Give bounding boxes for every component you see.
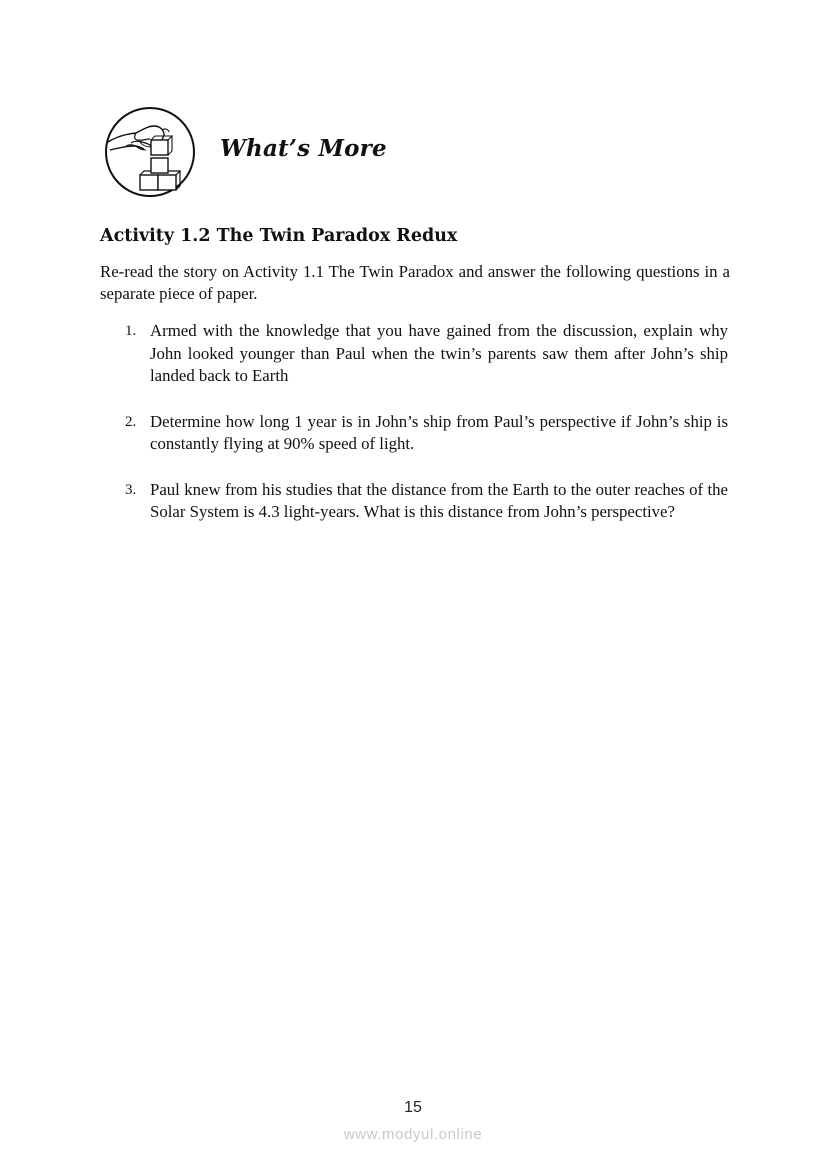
question-text: Armed with the knowledge that you have gained from the discussion, explain why John looked younger than Paul when the twin’s parents saw them after John’s ship landed back to Earth <box>150 321 728 385</box>
question-number: 3. <box>125 481 137 498</box>
question-number: 1. <box>125 323 137 339</box>
activity-title: Activity 1.2 The Twin Paradox Redux <box>100 226 458 246</box>
section-title: What’s More <box>220 135 387 162</box>
question-item <box>100 411 728 456</box>
hand-stacking-blocks-icon <box>104 106 196 198</box>
question-text: Paul knew from his studies that the distance from the Earth to the outer reaches of the Solar System is 4.3 light-years. What is this distance from John’s perspective? <box>150 479 728 521</box>
watermark: www.modyul.online <box>343 1126 483 1143</box>
question-text: Determine how long 1 year is in John’s ship from Paul’s perspective if John’s ship is constantly flying at 90% speed of light. <box>150 411 728 453</box>
question-number: 2. <box>125 413 137 430</box>
question-item <box>100 479 728 524</box>
activity-intro: Re-read the story on Activity 1.1 The Twin Paradox and answer the following questions in a separate piece of paper. <box>100 262 730 303</box>
question-item <box>100 320 728 388</box>
page-number: 15 <box>404 1099 422 1116</box>
question-list <box>100 320 728 547</box>
